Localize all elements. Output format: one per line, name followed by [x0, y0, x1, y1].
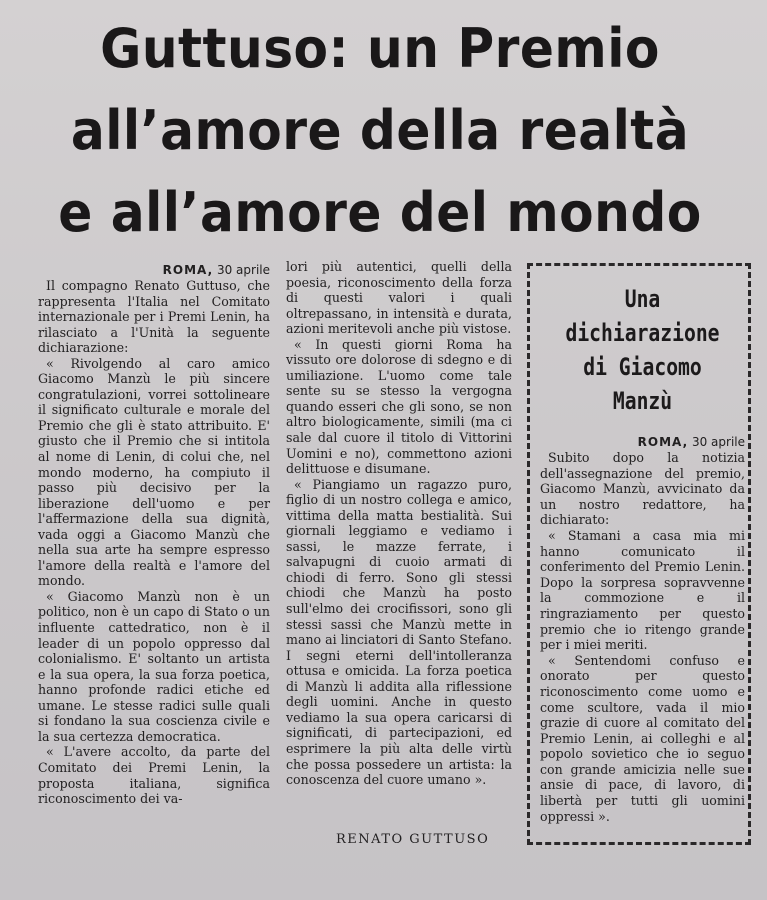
article-column-2 [286, 259, 512, 788]
sidebar-title-line-4: Manzù [612, 387, 673, 415]
sidebar-paragraph: « Stamani a casa mia mi hanno comunicato il conferimento del Premio Lenin. Dopo la sorpresa sopravvenne la commozione e il ringraziamento per questo premio che io ritengo grande per i miei meriti. [540, 527, 745, 653]
article-paragraph: « L'avere accolto, da parte del Comitato dei Premi Lenin, la proposta italiana, significa riconoscimento dei va- [38, 744, 270, 807]
article-signature: RENATO GUTTUSO [336, 832, 490, 847]
headline-line-2: all’amore della realtà [70, 99, 690, 162]
article-paragraph: « Rivolgendo al caro amico Giacomo Manzù le più sincere congratulazioni, vorrei sottolineare il significato culturale e morale del Premio che gli è stato attribuito. E' giusto che il Premio che si intitola al nome di Lenin, di colui che, nel mondo moderno, ha compiuto il passo più decisivo per la liberazione dell'uomo e per l'affermazione della sua dignità, vada oggi a Giacomo Manzù che nella sua arte ha sempre espresso l'amore della realtà e l'amore del mondo. [38, 355, 270, 589]
headline-line-1: Guttuso: un Premio [100, 17, 660, 80]
article-paragraph: « In questi giorni Roma ha vissuto ore dolorose di sdegno e di umiliazione. L'uomo come tale sente su se stesso la vergogna quando esseri che gli sono, se non altro biologicamente, simili (ma ci sale dal cuore il titolo di Vittorini Uomini e no), commettono azioni delittuose e disumane. [286, 336, 512, 477]
sidebar-paragraph: « Sentendomi confuso e onorato per questo riconoscimento come uomo e come scultore, vada il mio grazie di cuore al comitato del Premio Lenin, ai colleghi e al popolo sovietico che io seguo con grande amicizia nelle sue ansie di pace, di lavoro, di libertà per tutti gli uomini oppressi ». [540, 652, 745, 824]
article-paragraph: lori più autentici, quelli della poesia, riconoscimento della forza di questi valori i quali oltrepassano, in intensità e durata, azioni meritevoli anche più vistose. [286, 259, 512, 337]
article-paragraph: « Giacomo Manzù non è un politico, non è un capo di Stato o un influente cattedratico, non è il leader di un popolo oppresso dal colonialismo. E' soltanto un artista e la sua opera, la sua forza poetica, hanno profonde radici etiche ed umane. Le stesse radici sulle quali si fondano la sua coscienza civile e la sua certezza democratica. [38, 588, 270, 744]
dateline-city: ROMA, [162, 263, 214, 277]
article-paragraph: Il compagno Renato Guttuso, che rappresenta l'Italia nel Comitato internazionale per i Premi Lenin, ha rilasciato a l'Unità la seguente dichiarazione: [38, 278, 270, 356]
article-paragraph: « Piangiamo un ragazzo puro, figlio di un nostro collega e amico, vittima della matta bestialità. Sui giornali leggiamo e vediamo i sassi, le mazze ferrate, i salvapugni di cuoio armati di chiodi di ferro. Sono gli stessi chiodi che Manzù ha posto sull'elmo dei crocifissori, sono gli stessi sassi che Manzù mette in mano ai linciatori di Santo Stefano. I segni eterni dell'intolleranza ottusa e omicida. La forza poetica di Manzù li addita alla riflessione degli uomini. Anche in questo vediamo la sua opera caricarsi di significati, di partecipazioni, ed esprimere la più alta delle virtù che possa possedere un artista: la conoscenza del cuore umano ». [286, 476, 512, 788]
sidebar-dateline-city: ROMA, [637, 435, 689, 449]
article-column-1 [38, 262, 270, 807]
sidebar-dateline-date: 30 aprile [691, 435, 745, 449]
sidebar-title [558, 282, 726, 418]
sidebar-title-line-1: Una [624, 285, 661, 313]
sidebar-body [540, 434, 745, 824]
sidebar-paragraph: Subito dopo la notizia dell'assegnazione del premio, Giacomo Manzù, avvicinato da un nostro redattore, ha dichiarato: [540, 450, 745, 528]
headline-line-3: e all’amore del mondo [58, 181, 702, 244]
sidebar-title-line-2: dichiarazione [565, 319, 720, 347]
article-dateline [38, 262, 270, 278]
headline [55, 8, 706, 254]
dateline-date: 30 aprile [216, 263, 270, 277]
sidebar-dateline [540, 434, 745, 450]
sidebar-title-line-3: di Giacomo [583, 353, 702, 381]
